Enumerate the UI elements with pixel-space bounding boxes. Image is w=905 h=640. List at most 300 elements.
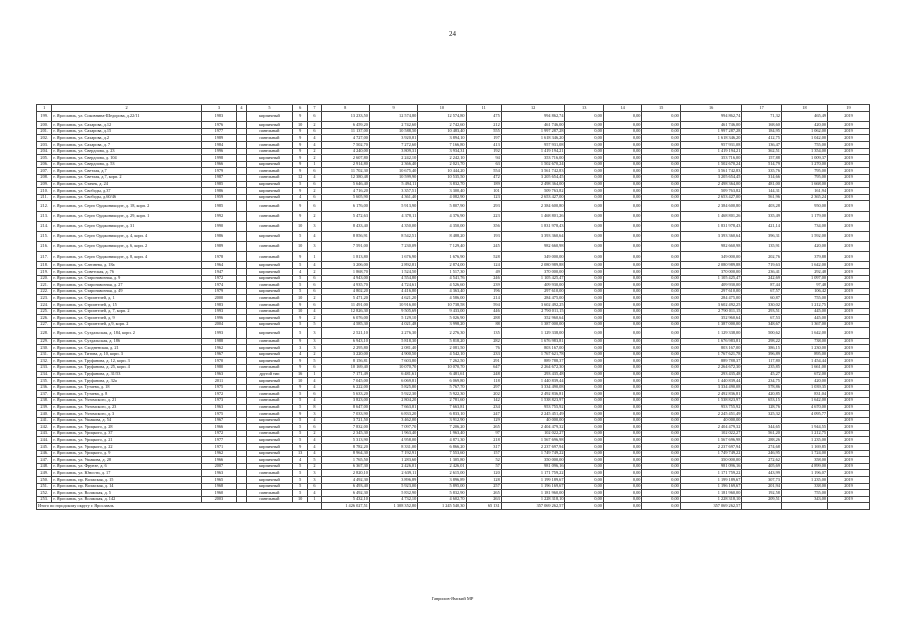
table-cell: 212. <box>37 201 52 211</box>
table-cell: 1 283,60 <box>369 457 417 464</box>
table-row <box>37 444 870 451</box>
table-cell: кирпичный <box>246 321 292 328</box>
table-cell: кирпичный <box>246 483 292 490</box>
table-cell: 224. <box>37 302 52 309</box>
table-cell: 0,00 <box>642 181 680 188</box>
table-cell: 953 755,92 <box>501 404 565 411</box>
table-row <box>37 282 870 289</box>
table-cell: 1985 <box>201 201 236 211</box>
table-cell: 4 <box>308 141 321 148</box>
table-cell: 1 387 000,00 <box>501 321 565 328</box>
table-cell: 5 <box>293 404 308 411</box>
table-cell: 3 <box>293 345 308 352</box>
table-cell: 6 <box>308 302 321 309</box>
address-cell: г. Ярославль, ул. Урицкого, д. 37 <box>52 430 201 437</box>
table-row <box>37 122 870 129</box>
table-cell: 2019 <box>828 308 870 315</box>
table-cell: 0,00 <box>603 168 641 175</box>
table-cell: 2 366,40 <box>369 161 417 168</box>
table-cell: 1 440 839,44 <box>680 378 742 385</box>
table-cell: 2 492 836,81 <box>680 391 742 398</box>
table-cell: 1 749 749,22 <box>501 450 565 457</box>
table-cell: 1989 <box>201 135 236 142</box>
table-cell: 6 222,00 <box>321 384 369 391</box>
table-cell: 2 653 427,00 <box>680 194 742 201</box>
table-cell: 0,00 <box>642 358 680 365</box>
address-cell: г. Ярославль, ул. Труфанова, д. 32а <box>52 378 201 385</box>
table-cell: 168,60 <box>742 122 782 129</box>
table-cell: 0,00 <box>565 188 603 195</box>
table-cell: 0,00 <box>565 321 603 328</box>
address-cell: г. Ярославль, ул. Соковнина-Шедорова, д.22/11 <box>52 112 201 122</box>
table-cell: 0,00 <box>565 221 603 231</box>
table-cell: 1 196 169,67 <box>501 483 565 490</box>
table-cell: 9 433,00 <box>418 308 466 315</box>
table-cell: 3 393 360,64 <box>501 231 565 241</box>
table-cell: 0,00 <box>565 470 603 477</box>
table-cell <box>236 122 246 129</box>
table-cell <box>236 430 246 437</box>
table-cell: 405,69 <box>742 463 782 470</box>
table-cell: 222. <box>37 288 52 295</box>
table-cell: 0,00 <box>565 457 603 464</box>
table-cell: 738,00 <box>781 338 827 345</box>
table-row <box>37 378 870 385</box>
table-cell: 1 105 425,47 <box>680 275 742 282</box>
table-cell: 248. <box>37 463 52 470</box>
table-cell: 2 081,40 <box>369 345 417 352</box>
table-cell: 234 <box>466 404 501 411</box>
table-cell <box>742 417 782 424</box>
table-cell: 0,00 <box>603 221 641 231</box>
table-cell: 0,00 <box>603 161 641 168</box>
column-header: 7 <box>308 105 321 112</box>
table-cell: 10 916,00 <box>369 302 417 309</box>
table-cell: 40 000,00 <box>501 417 565 424</box>
table-cell: 10 <box>293 221 308 231</box>
table-cell: 10 483,40 <box>418 128 466 135</box>
table-cell: 1 567 696,98 <box>501 437 565 444</box>
table-cell: 274,68 <box>742 444 782 451</box>
address-cell: г. Ярославль, ул. Слепнева, д. 18а <box>52 262 201 269</box>
table-cell: 12 574,80 <box>369 112 417 122</box>
table-cell: кирпичный <box>246 181 292 188</box>
table-cell: 362,51 <box>742 148 782 155</box>
table-cell: кирпичный <box>246 351 292 358</box>
table-cell: 227. <box>37 321 52 328</box>
table-cell: 1 270,00 <box>781 161 827 168</box>
table-cell: 2 607,80 <box>321 155 369 162</box>
table-cell: 3 <box>308 477 321 484</box>
table-cell: 2019 <box>828 155 870 162</box>
table-cell: 217. <box>37 252 52 262</box>
table-row <box>37 211 870 221</box>
table-cell: 2 615,00 <box>418 470 466 477</box>
table-cell: 2 781,60 <box>418 397 466 404</box>
table-cell: 52 <box>466 457 501 464</box>
table-cell: 5 633,20 <box>321 391 369 398</box>
table-cell: 1968 <box>201 483 236 490</box>
table-cell: 349 000,00 <box>501 252 565 262</box>
table-cell: 2019 <box>828 181 870 188</box>
table-cell: 831,04 <box>781 391 827 398</box>
table-cell: 9 <box>293 201 308 211</box>
table-cell: 0,00 <box>565 275 603 282</box>
table-cell: 719,63 <box>742 262 782 269</box>
table-cell: 242,69 <box>742 275 782 282</box>
table-cell: 445,00 <box>781 308 827 315</box>
table-row <box>37 231 870 241</box>
table-cell: 223 <box>466 211 501 221</box>
table-cell: 1963 <box>201 371 236 378</box>
table-cell: 1 181 960,00 <box>680 490 742 497</box>
table-cell: 0,00 <box>642 194 680 201</box>
table-cell: 5 <box>293 321 308 328</box>
table-cell: 5 <box>293 477 308 484</box>
table-cell: 5 129,10 <box>369 315 417 322</box>
table-cell: 184,95 <box>742 128 782 135</box>
table-cell: 0,00 <box>642 112 680 122</box>
table-cell <box>236 302 246 309</box>
table-cell: 0,00 <box>603 457 641 464</box>
table-cell: 4 585,30 <box>321 321 369 328</box>
table-row <box>37 404 870 411</box>
table-cell: 5 <box>293 424 308 431</box>
table-cell: 1962 <box>201 450 236 457</box>
table-cell: 1 199 189,67 <box>501 477 565 484</box>
table-cell: 465,49 <box>781 112 827 122</box>
table-cell: 653,15 <box>742 397 782 404</box>
table-cell: 356 <box>466 221 501 231</box>
table-cell: 1 235,00 <box>781 477 827 484</box>
table-cell: 5 494,11 <box>369 181 417 188</box>
table-cell: 10 444,20 <box>418 168 466 175</box>
table-row <box>37 457 870 464</box>
table-cell: 9 <box>293 338 308 345</box>
table-cell <box>236 463 246 470</box>
table-cell: 1 196 169,67 <box>680 483 742 490</box>
table-cell: 0,00 <box>565 168 603 175</box>
table-cell: 957 931,08 <box>501 141 565 148</box>
table-cell: 102 022,27 <box>680 430 742 437</box>
table-cell: 214 <box>466 295 501 302</box>
table-cell: 197 <box>466 135 501 142</box>
table-cell: 2019 <box>828 338 870 345</box>
table-cell: 6 493,40 <box>321 483 369 490</box>
table-cell: 6 076,00 <box>321 315 369 322</box>
table-cell <box>236 404 246 411</box>
table-cell: 420,00 <box>781 122 827 129</box>
table-cell: 2 264 672,30 <box>680 364 742 371</box>
table-cell: 0,00 <box>603 404 641 411</box>
table-cell: 213. <box>37 211 52 221</box>
table-cell: 230. <box>37 345 52 352</box>
table-cell: 344,65 <box>742 424 782 431</box>
table-cell: 0,00 <box>565 384 603 391</box>
table-cell: 0,00 <box>642 211 680 221</box>
table-cell: 6 069,80 <box>418 378 466 385</box>
header-row <box>37 105 870 112</box>
table-cell: 3 934,31 <box>418 148 466 155</box>
table-cell <box>236 358 246 365</box>
table-cell: кирпичный <box>246 358 292 365</box>
table-cell: 246 <box>466 275 501 282</box>
table-cell: 1977 <box>201 437 236 444</box>
table-cell: кирпичный <box>246 112 292 122</box>
table-cell: 2019 <box>828 252 870 262</box>
table-cell <box>236 262 246 269</box>
table-cell: 0,00 <box>565 262 603 269</box>
table-cell: 144,31 <box>742 188 782 195</box>
table-cell: 2019 <box>828 411 870 418</box>
address-cell: г. Ярославль, ул. Серго Орджоникидзе, д. 31 <box>52 221 201 231</box>
table-cell: 210. <box>37 188 52 195</box>
table-row <box>37 155 870 162</box>
table-row <box>37 358 870 365</box>
table-cell: 0,00 <box>565 315 603 322</box>
table-cell: 561,96 <box>742 194 782 201</box>
table-cell: 5 <box>308 457 321 464</box>
table-cell: 0,00 <box>565 444 603 451</box>
table-cell: 1 042,00 <box>781 135 827 142</box>
table-cell: 4 871,30 <box>418 437 466 444</box>
table-cell: 1 181 960,00 <box>501 490 565 497</box>
table-cell: 1978 <box>201 252 236 262</box>
table-cell: 2019 <box>828 457 870 464</box>
table-cell: 1 440 839,44 <box>501 378 565 385</box>
table-row <box>37 364 870 371</box>
table-cell: 5 <box>308 358 321 365</box>
table-cell: 500,62 <box>742 328 782 338</box>
table-cell: 1 997 287,28 <box>501 128 565 135</box>
table-cell: 4 <box>308 174 321 181</box>
table-cell <box>236 174 246 181</box>
table-cell: 117,80 <box>742 358 782 365</box>
table-cell: 220. <box>37 275 52 282</box>
table-cell: 8 964,30 <box>321 450 369 457</box>
table-cell: панельный <box>246 135 292 142</box>
table-cell: 10 <box>293 242 308 252</box>
table-cell: 0,00 <box>565 437 603 444</box>
table-cell: 3 809,31 <box>369 148 417 155</box>
table-cell: 233 <box>466 351 501 358</box>
table-cell: 0,00 <box>565 128 603 135</box>
table-cell: 2 914,80 <box>321 161 369 168</box>
table-cell: 11 702,30 <box>321 168 369 175</box>
address-cell: г. Ярославль, ул. Стачек, д. 24 <box>52 181 201 188</box>
table-cell: 2019 <box>828 201 870 211</box>
table-cell: 157,88 <box>742 155 782 162</box>
table-cell: 5 <box>293 490 308 497</box>
table-cell: 330,02 <box>742 302 782 309</box>
table-cell: 2019 <box>828 358 870 365</box>
table-cell: 4 958,00 <box>369 437 417 444</box>
table-cell: кирпичный <box>246 161 292 168</box>
table-cell: 0,00 <box>565 490 603 497</box>
table-cell: 2007 <box>201 463 236 470</box>
table-cell: 1 196,07 <box>781 470 827 477</box>
page-number: 24 <box>449 30 456 38</box>
table-cell: 0,00 <box>642 351 680 358</box>
table-cell: 67,57 <box>742 288 782 295</box>
table-cell: 8 488,20 <box>418 231 466 241</box>
address-cell: г. Ярославль, ул. Старонавозная, д. 9 <box>52 275 201 282</box>
table-cell <box>236 308 246 315</box>
table-cell: 76 <box>466 345 501 352</box>
address-cell: г. Ярославль, ул. Свободы, д.37 <box>52 188 201 195</box>
table-cell: 1 642,00 <box>781 328 827 338</box>
table-cell: 7 192,91 <box>369 450 417 457</box>
total-cell: 0,00 <box>642 503 680 510</box>
table-cell: 10 535,50 <box>418 174 466 181</box>
table-cell: панельный <box>246 211 292 221</box>
table-cell: 5 895,00 <box>418 483 466 490</box>
table-cell: 128 <box>466 477 501 484</box>
table-cell: 123 <box>466 194 501 201</box>
table-cell: 0,00 <box>603 275 641 282</box>
table-cell: 0,00 <box>603 351 641 358</box>
table-cell: кирпичный <box>246 315 292 322</box>
address-cell: г. Ярославль, ул. Сахарова, д.12 <box>52 122 201 129</box>
table-cell: 206. <box>37 161 52 168</box>
address-cell: г. Ярославль, ул. Старонавозная, д. 27 <box>52 282 201 289</box>
table-cell: 420,00 <box>781 378 827 385</box>
table-cell: 578,86 <box>742 384 782 391</box>
table-cell <box>236 141 246 148</box>
table-cell: 136,47 <box>742 141 782 148</box>
table-cell: 0,00 <box>565 430 603 437</box>
table-cell: 265 <box>466 490 501 497</box>
table-cell: 412,75 <box>742 135 782 142</box>
table-cell: 2019 <box>828 174 870 181</box>
table-cell: 672,00 <box>781 371 827 378</box>
table-cell: 97,48 <box>781 282 827 289</box>
table-cell: кирпичный <box>246 444 292 451</box>
column-header: 16 <box>680 105 742 112</box>
table-row <box>37 384 870 391</box>
table-cell: 1980 <box>201 364 236 371</box>
table-cell: 2 242,10 <box>418 155 466 162</box>
table-cell: 1 171 759,22 <box>680 470 742 477</box>
table-cell: 189 <box>466 181 501 188</box>
table-cell: 1 039,35 <box>781 384 827 391</box>
table-cell: 3 832,70 <box>418 181 466 188</box>
table-cell: 9 <box>293 364 308 371</box>
table-cell: 9 <box>293 128 308 135</box>
table-cell <box>236 328 246 338</box>
table-cell: 409 930,00 <box>680 282 742 289</box>
table-cell: 0,00 <box>565 411 603 418</box>
table-cell: 1966 <box>201 161 236 168</box>
table-cell: 0,00 <box>642 404 680 411</box>
table-cell: 4 554,80 <box>369 275 417 282</box>
table-cell: 4 <box>308 417 321 424</box>
table-cell: 1 212,75 <box>781 430 827 437</box>
table-cell: 1996 <box>201 315 236 322</box>
table-cell: 10 070,70 <box>418 364 466 371</box>
table-cell: кирпичный <box>246 457 292 464</box>
column-header: 2 <box>52 105 201 112</box>
table-cell: 2019 <box>828 477 870 484</box>
table-cell: 9 <box>293 252 308 262</box>
table-cell: 237. <box>37 391 52 398</box>
table-cell: 3 602 492,25 <box>680 302 742 309</box>
table-cell: 235,85 <box>742 364 782 371</box>
table-cell: 7 663,81 <box>369 404 417 411</box>
table-cell: 101 <box>466 188 501 195</box>
table-cell: 2 790 011,15 <box>680 308 742 315</box>
table-cell <box>236 112 246 122</box>
table-cell: 0,00 <box>642 295 680 302</box>
table-cell: 13 233,50 <box>321 112 369 122</box>
table-cell <box>236 194 246 201</box>
table-row <box>37 141 870 148</box>
table-cell <box>236 242 246 252</box>
table-cell: 272,62 <box>742 457 782 464</box>
table-cell: 4 621,20 <box>369 295 417 302</box>
table-cell: 0,00 <box>565 450 603 457</box>
table-cell: 202. <box>37 135 52 142</box>
table-cell: 0,00 <box>642 188 680 195</box>
table-cell: 0,00 <box>603 201 641 211</box>
table-cell <box>236 201 246 211</box>
table-cell: 1 676,90 <box>418 252 466 262</box>
table-cell <box>236 231 246 241</box>
table-cell: 2019 <box>828 345 870 352</box>
table-cell: 1965 <box>201 477 236 484</box>
table-cell: 7 097,70 <box>369 424 417 431</box>
table-cell: 509 763,82 <box>680 188 742 195</box>
table-cell: 228. <box>37 328 52 338</box>
table-cell: 2019 <box>828 378 870 385</box>
table-row <box>37 315 870 322</box>
address-cell: г. Ярославль, ул. Титова, д. 10, корп. 3 <box>52 351 201 358</box>
table-cell: 1 199 189,67 <box>680 477 742 484</box>
table-row <box>37 308 870 315</box>
table-cell: 1 <box>308 252 321 262</box>
table-cell: 157 <box>466 450 501 457</box>
table-cell: 1998 <box>201 155 236 162</box>
table-cell: 0,00 <box>565 302 603 309</box>
table-cell: 4 095,77 <box>781 411 827 418</box>
table-cell: 3 920,81 <box>369 135 417 142</box>
table-cell: 0,00 <box>565 308 603 315</box>
table-cell: 1 524,50 <box>369 269 417 276</box>
table-cell: 4 350,00 <box>418 221 466 231</box>
table-cell: 5 767,70 <box>418 384 466 391</box>
table-cell: 8 433,40 <box>321 221 369 231</box>
table-cell <box>236 384 246 391</box>
table-cell: 60,87 <box>742 295 782 302</box>
column-header: 14 <box>603 105 641 112</box>
column-header: 3 <box>201 105 236 112</box>
table-cell: панельный <box>246 141 292 148</box>
table-cell: 2 021,70 <box>418 161 466 168</box>
table-cell <box>236 450 246 457</box>
table-cell: 0,00 <box>565 345 603 352</box>
table-cell: 4 724,61 <box>369 282 417 289</box>
address-cell: г. Ярославль, ул. Строителей, д.9, корп. 2 <box>52 321 201 328</box>
table-cell: 0,00 <box>565 328 603 338</box>
table-cell: 265 <box>466 424 501 431</box>
table-cell: 2 384 600,80 <box>501 201 565 211</box>
table-cell: 2019 <box>828 470 870 477</box>
table-cell: 57 <box>466 463 501 470</box>
table-cell: 1 235,00 <box>781 437 827 444</box>
table-cell: 4 602,70 <box>418 496 466 503</box>
table-cell: 236. <box>37 384 52 391</box>
table-cell: 0,00 <box>603 135 641 142</box>
